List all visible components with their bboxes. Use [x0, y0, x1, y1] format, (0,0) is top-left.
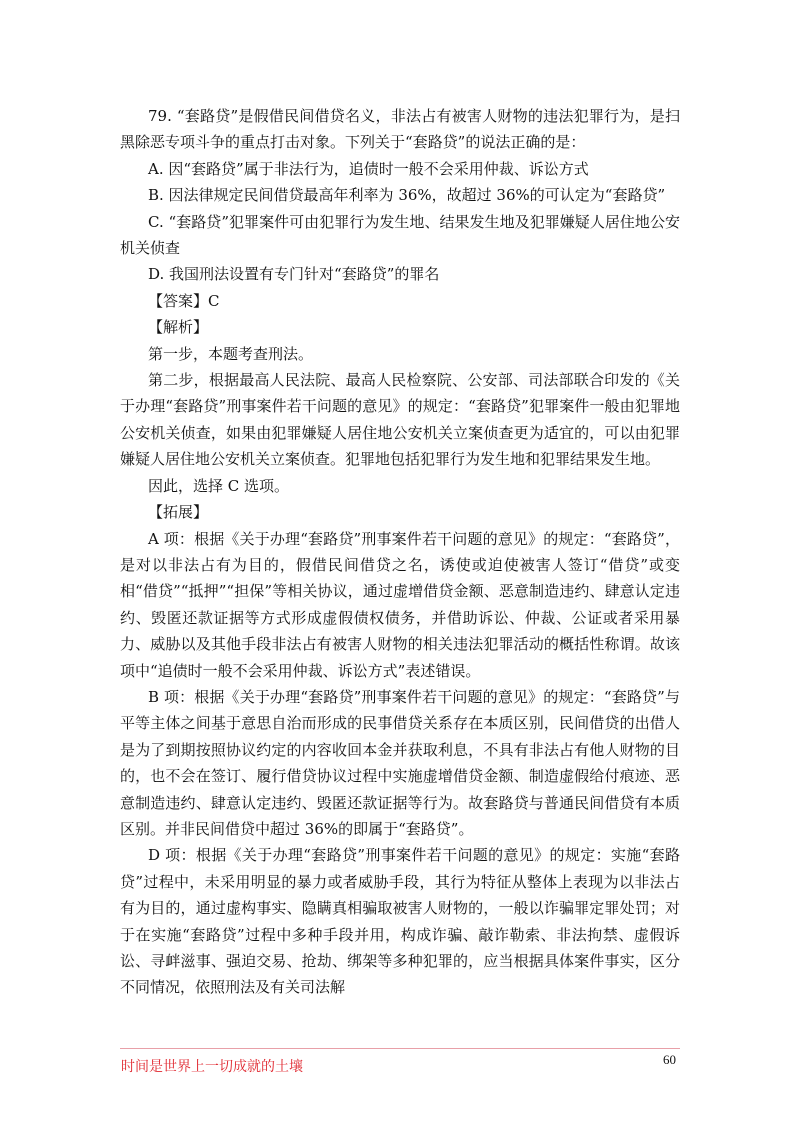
extension-heading: 【拓展】: [148, 503, 209, 522]
document-body: [120, 103, 680, 1001]
analysis-step-2: 第二步，根据最高人民法院、最高人民检察院、公安部、司法部联合印发的《关于办理“套路贷”刑事案件若干问题的意见》的规定：“套路贷”犯罪案件一般由犯罪地公安机关侦查，如果由犯罪嫌疑人居住地公安机关立案侦查更为适宜的，可以由犯罪嫌疑人居住地公安机关立案侦查。犯罪地包括犯罪行为发生地和犯罪结果发生地。: [120, 371, 680, 469]
answer-line: 【答案】C: [148, 291, 220, 310]
analysis-step-1: 第一步，本题考查刑法。: [148, 344, 314, 363]
analysis-conclusion: 因此，选择 C 选项。: [148, 476, 290, 495]
extension-option-b: B 项：根据《关于办理“套路贷”刑事案件若干问题的意见》的规定：“套路贷”与平等主体之间基于意思自治而形成的民事借贷关系存在本质区别，民间借贷的出借人是为了到期按照协议约定的内容收回本金并获取利息，不具有非法占有他人财物的目的，也不会在签订、履行借贷协议过程中实施虚增借贷金额、制造虚假给付痕迹、恶意制造违约、肆意认定违约、毁匿还款证据等行为。故套路贷与普通民间借贷有本质区别。并非民间借贷中超过 36%的即属于“套路贷”。: [120, 687, 680, 838]
option-a: A. 因“套路贷”属于非法行为，追债时一般不会采用仲裁、诉讼方式: [148, 159, 589, 178]
question-stem: 79. “套路贷”是假借民间借贷名义，非法占有被害人财物的违法犯罪行为，是扫黑除恶专项斗争的重点打击对象。下列关于“套路贷”的说法正确的是：: [120, 107, 680, 152]
page-number: 60: [663, 1052, 676, 1067]
extension-option-a: A 项：根据《关于办理“套路贷”刑事案件若干问题的意见》的规定：“套路贷”，是对以非法占有为目的，假借民间借贷之名，诱使或迫使被害人签订“借贷”或变相“借贷”“抵押”“担保”等相关协议，通过虚增借贷金额、恶意制造违约、肆意认定违约、毁匿还款证据等方式形成虚假债权债务，并借助诉讼、仲裁、公证或者采用暴力、威胁以及其他手段非法占有被害人财物的相关违法犯罪活动的概括性称谓。故该项中“追债时一般不会采用仲裁、诉讼方式”表述错误。: [120, 529, 680, 680]
option-d: D. 我国刑法设置有专门针对“套路贷”的罪名: [148, 265, 440, 284]
extension-option-d: D 项：根据《关于办理“套路贷”刑事案件若干问题的意见》的规定：实施“套路贷”过程中，未采用明显的暴力或者威胁手段，其行为特征从整体上表现为以非法占有为目的，通过虚构事实、隐瞒真相骗取被害人财物的，一般以诈骗罪定罪处罚；对于在实施“套路贷”过程中多种手段并用，构成诈骗、敲诈勒索、非法拘禁、虚假诉讼、寻衅滋事、强迫交易、抢劫、绑架等多种犯罪的，应当根据具体案件事实，区分不同情况，依照刑法及有关司法解: [120, 846, 680, 997]
analysis-heading: 【解析】: [148, 318, 209, 337]
option-b: B. 因法律规定民间借贷最高年利率为 36%，故超过 36%的可认定为“套路贷”: [148, 186, 666, 205]
option-c: C. “套路贷”犯罪案件可由犯罪行为发生地、结果发生地及犯罪嫌疑人居住地公安机关侦查: [120, 212, 680, 258]
footer-motto: 时间是世界上一切成就的土壤: [121, 1059, 303, 1075]
footer-divider: [120, 1048, 680, 1049]
